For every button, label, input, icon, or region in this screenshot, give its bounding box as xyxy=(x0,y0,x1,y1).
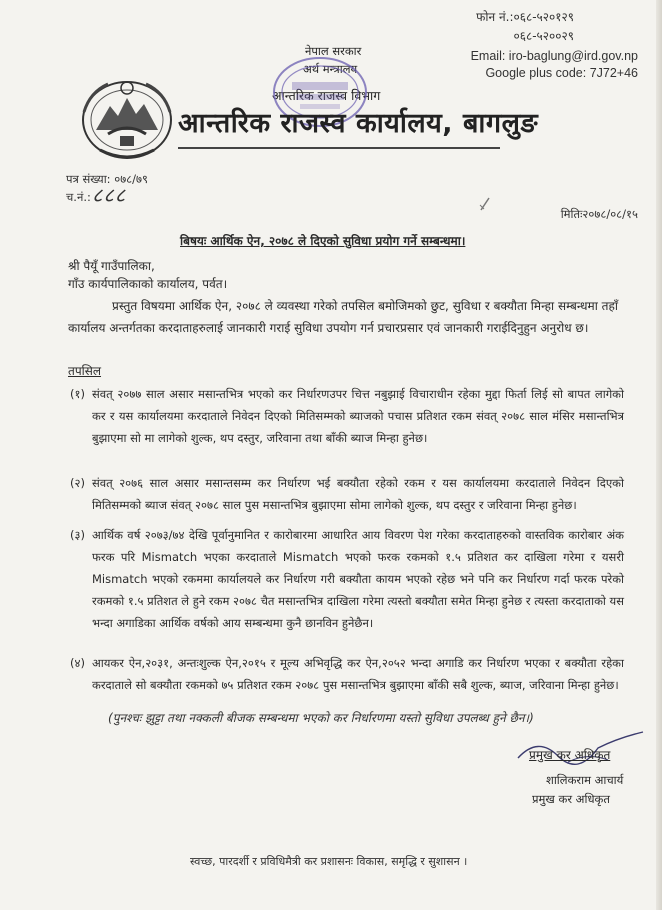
phone-number-2: ०६८-५२००२९ xyxy=(513,29,574,43)
item-number: (३) xyxy=(70,528,85,542)
schedule-heading: तपसिल xyxy=(68,364,102,378)
title-underline xyxy=(178,147,500,149)
reference-number: पत्र संख्या: ०७८/७९ xyxy=(66,172,148,186)
signature-title-handwritten: प्रमुख कर अधिकृत xyxy=(529,748,611,762)
postscript-note: (पुनश्चः झुट्टा तथा नक्कली बीजक सम्बन्धमा भएको कर निर्धारणमा यस्तो सुविधा उपलब्ध हुने छैन।) xyxy=(108,711,534,725)
item-number: (४) xyxy=(70,656,85,670)
letter-subject: बिषयः आर्थिक ऐन, २०७८ ले दिएको सुविधा प्रयोग गर्ने सम्बन्धमा। xyxy=(180,234,466,248)
page-edge-shadow xyxy=(656,0,662,910)
addressee-line-2: गाँउ कार्यपालिकाको कार्यालय, पर्वत। xyxy=(68,277,228,291)
email-address: Email: iro-baglung@ird.gov.np xyxy=(470,49,638,63)
schedule-item xyxy=(70,524,624,634)
footer-motto: स्वच्छ, पारदर्शी र प्रविधिमैत्री कर प्रशासनः विकास, समृद्धि र सुशासन । xyxy=(190,855,468,868)
item-text: आर्थिक वर्ष २०७३/७४ देखि पूर्वानुमानित र कारोबारमा आधारित आय विवरण पेश गरेका करदाताहरुको वास्तविक कारोबार अंक फरक परि Mismatch भएका करदाताले Mismatch भएको फरक रकमको १.५ प्रतिशत कर दाखिला गरेमा र यसरी Mismatch भएको रकममा कार्यालयले कर निर्धारण गरी बक्यौता कायम भएको रहेछ भने पनि कर निर्धारण गर्दा फरक परेको रकमको १.५ प्रतिशत ले हुने रकम २०७८ चैत मसान्तभित्र दाखिला गरेमा त्यस्तो बक्यौता समेत मिन्हा हुनेछ र त्यस्ता करदाताको यस भन्दा अगाडिका आर्थिक वर्षको आय सम्बन्धमा कुनै छानविन हुनेछैन। xyxy=(92,528,624,630)
dispatch-number-label: च.नं.: xyxy=(66,190,91,204)
office-title: आन्तरिक राजस्व कार्यालय, बागलुङ xyxy=(178,108,539,139)
dispatch-number-handwritten: ८८८ xyxy=(92,183,127,207)
item-number: (१) xyxy=(70,387,85,401)
ministry-label: अर्थ मन्त्रालय xyxy=(303,62,358,76)
google-plus-code: Google plus code: 7J72+46 xyxy=(485,66,638,80)
item-text: आयकर ऐन,२०३१, अन्तःशुल्क ऐन,२०१५ र मूल्य अभिवृद्धि कर ऐन,२०५२ भन्दा अगाडि कर निर्धारण भएका र बक्यौता रहेका करदाताले सो बक्यौता रकमको ७५ प्रतिशत रकम २०७८ पुस मसान्तभित्र बुझाएमा बाँकी सबै शुल्क, ब्याज, जरिवाना मिन्हा हुनेछ। xyxy=(92,656,624,692)
item-text: संवत् २०७६ साल असार मसान्तसम्म कर निर्धारण भई बक्यौता रहेको रकम र यस कार्यालयमा करदाताले निवेदन दिएको मितिसम्मको ब्याज संवत् २०७८ साल पुस मसान्तभित्र बुझाएमा सोमा लागेको शुल्क, थप दस्तुर र जरिवाना मिन्हा हुनेछ। xyxy=(92,476,624,512)
schedule-item xyxy=(70,472,624,516)
pen-mark-icon xyxy=(478,196,492,212)
schedule-item xyxy=(70,383,624,449)
letter-date: मितिः२०७८/०८/१५ xyxy=(560,207,638,221)
intro-paragraph: प्रस्तुत विषयमा आर्थिक ऐन, २०७८ ले व्यवस्था गरेको तपसिल बमोजिमको छुट, सुविधा र बक्यौता मिन्हा सम्बन्धमा तहाँ कार्यालय अन्तर्गतका करदाताहरुलाई जानकारी गराई सुविधा उपयोग गर्न प्रचारप्रसार एवं जानकारी गराईदिनुहुन अनुरोध छ। xyxy=(68,299,618,335)
nepal-emblem-icon xyxy=(78,72,176,162)
phone-number-1: फोन नं.:०६८-५२०१२९ xyxy=(476,10,574,24)
item-number: (२) xyxy=(70,476,85,490)
signer-position: प्रमुख कर अधिकृत xyxy=(532,792,610,806)
schedule-item xyxy=(70,652,624,696)
signer-name: शालिकराम आचार्य xyxy=(546,773,624,787)
gov-nepal-label: नेपाल सरकार xyxy=(305,44,362,58)
item-text: संवत् २०७७ साल असार मसान्तभित्र भएको कर निर्धारणउपर चित्त नबुझाई विचाराधीन रहेका मुद्दा फिर्ता लिई सो बापत लागेको कर र यस कार्यालयमा करदाताले निवेदन दिएको मितिसम्मको ब्याजको पचास प्रतिशत रकम संवत् २०७८ साल मंसिर मसान्तभित्र बुझाएमा सो मा लागेको शुल्क, थप दस्तुर, जरिवाना तथा बाँकी ब्याज मिन्हा हुनेछ। xyxy=(92,387,624,445)
addressee-line-1: श्री पैयूँ गाउँपालिका, xyxy=(68,259,155,273)
department-label: आन्तरिक राजस्व विभाग xyxy=(272,88,381,103)
